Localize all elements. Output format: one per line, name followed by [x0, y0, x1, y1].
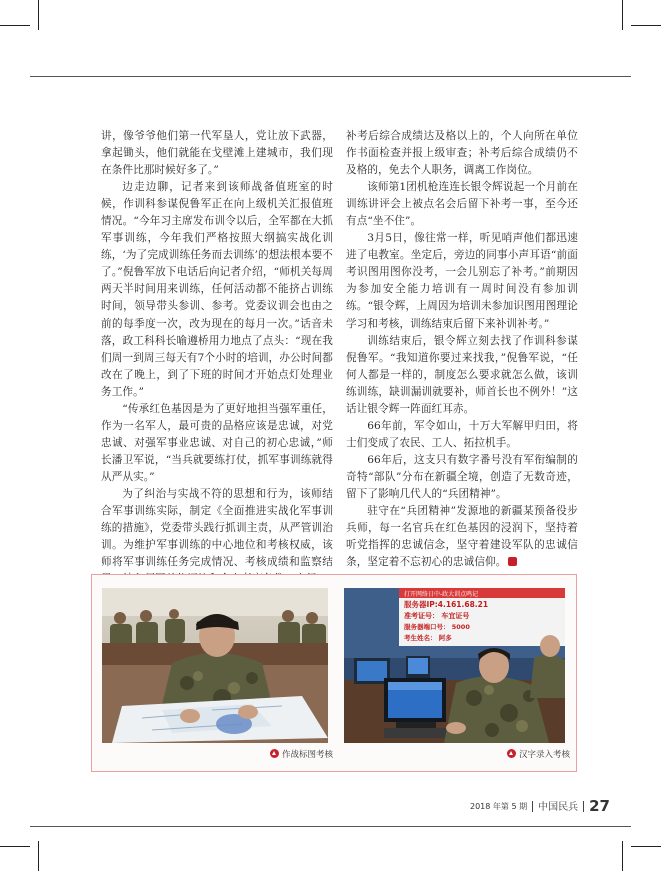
- paragraph: 边走边聊，记者来到该师战备值班室的时候，作训科参谋倪鲁军正在向上级机关汇报值班情况。“今年习主席发布训令以后，全军都在大抓军事训练，今年我们严格按照大纲搞实战化训练，‘为了完成训练任务而去训练’的想法根本要不了。”倪鲁军放下电话后向记者介绍，“师机关每周两天半时间用来训练，任何活动都不能挤占训练时间，领导带头参训、参考。党委议训会也由之前的每季度一次，改为现在的每月一次。”话音未落，政工科科长喻遵桥用力地点了点头：“现在我们周一到周三每天有7个小时的培训，办公时间都改在了晚上，到了下班的时间才开始点灯处理业务工作。”: [101, 181, 333, 398]
- paragraph: 讲，像爷爷他们第一代军垦人，党让放下武器，拿起锄头，他们就能在戈壁滩上建城市，我们现在条件比那时候好多了。”: [101, 130, 333, 177]
- caption-text: 汉字录入考核: [519, 750, 571, 760]
- crop-mark: [622, 841, 623, 871]
- photo-map-plotting: [102, 588, 328, 743]
- paragraph: 补考后综合成绩达及格以上的，个人向所在单位作书面检查并报上级审查；补考后综合成绩仍不及格的，免去个人职务，调离工作岗位。: [346, 130, 578, 177]
- photo-caption-left: [270, 748, 333, 760]
- paragraph: 为了纠治与实战不符的思想和行为，该师结合军事训练实际，制定《全面推进实战化军事训练的措施》，党委带头践行抓训主责，从严管训治训。为维护军事训练的中心地位和考核权威，该师将军事训练任务完成情况、考核成绩和监察结: [101, 487, 333, 569]
- issue-label: 2018 年第 5 期: [470, 802, 528, 811]
- crop-mark: [622, 0, 623, 30]
- crop-mark: [631, 846, 661, 847]
- paragraph-text: 驻守在“兵团精神”发源地的新疆某预备役步兵师，每一名官兵在红色基因的浸润下，坚持着听党指挥的忠诚信念，坚守着建设军队的忠诚信条，坚定着不忘初心的忠诚信仰。: [346, 505, 578, 569]
- right-column: [346, 128, 578, 571]
- crop-mark: [38, 0, 39, 30]
- paragraph-last: [346, 503, 578, 571]
- caption-triangle-icon: [507, 749, 516, 758]
- crop-mark: [38, 841, 39, 871]
- paragraph: 66年后，这支只有数字番号没有军衔编制的奇特“部队”分布在新疆全境，创造了无数奇迹，留下了影响几代人的“兵团精神”。: [346, 453, 578, 500]
- footer-separator: [583, 801, 584, 812]
- magazine-name: 中国民兵: [538, 802, 579, 813]
- screen-line: 服务器IP:4.161.68.21: [404, 600, 489, 609]
- footer-separator: [532, 801, 533, 812]
- paragraph: 训练结束后，银令辉立刻去找了作训科参谋倪鲁军。“我知道你要过来找我，”倪鲁军说，“任何人都是一样的，制度怎么要求就怎么做，该训练训练，缺训漏训就要补，师首长也不例外！”这话让银令辉一阵面红耳赤。: [346, 334, 578, 415]
- photo-panel: [91, 574, 577, 772]
- left-column: [101, 128, 333, 622]
- crop-mark: [631, 25, 661, 26]
- screen-line: 考生姓名： 阿多: [404, 634, 452, 642]
- page-footer: [470, 796, 610, 815]
- paragraph: 66年前，军令如山，十万大军解甲归田，将士们变成了农民、工人、拓拉机手。: [346, 419, 578, 449]
- paragraph: 该师第1团机枪连连长银令辉说起一个月前在训练讲评会上被点名会后留下补考一事，至今还有点“坐不住”。: [346, 181, 578, 228]
- paragraph: 3月5日，像往常一样，听见哨声他们都迅速进了电教室。坐定后，旁边的同事小声耳语“前面考识图用图你没考，一会儿别忘了补考。”前期因为参加安全能力培训有一周时间没有参加训练。“银令辉，上周因为培训未参加识图用图理论学习和考核，训练结束后留下来补训补考。”: [346, 232, 578, 330]
- footer-rule: [30, 826, 631, 827]
- caption-triangle-icon: [270, 749, 279, 758]
- caption-text: 作战标图考核: [282, 750, 334, 760]
- end-mark-icon: [508, 557, 517, 566]
- photo-typing-exam: [344, 588, 565, 743]
- screen-line: 服务器端口号： 5000: [404, 623, 470, 631]
- header-rule: [30, 76, 631, 77]
- screen-line: 准考证号： 车宜证号: [404, 612, 470, 620]
- screen-line: 打开网络日中-政大训点鸣记: [404, 591, 479, 598]
- crop-mark: [0, 25, 30, 26]
- photo-caption-right: [507, 748, 570, 760]
- page-number: 27: [589, 797, 610, 815]
- crop-mark: [0, 846, 30, 847]
- paragraph: “传承红色基因是为了更好地担当强军重任，作为一名军人，最可贵的品格应该是忠诚，对党忠诚、对强军事业忠诚、对自己的初心忠诚，”师长潘卫军说，“当兵就要练打仗，抓军事训练就得从严从实。”: [101, 402, 333, 483]
